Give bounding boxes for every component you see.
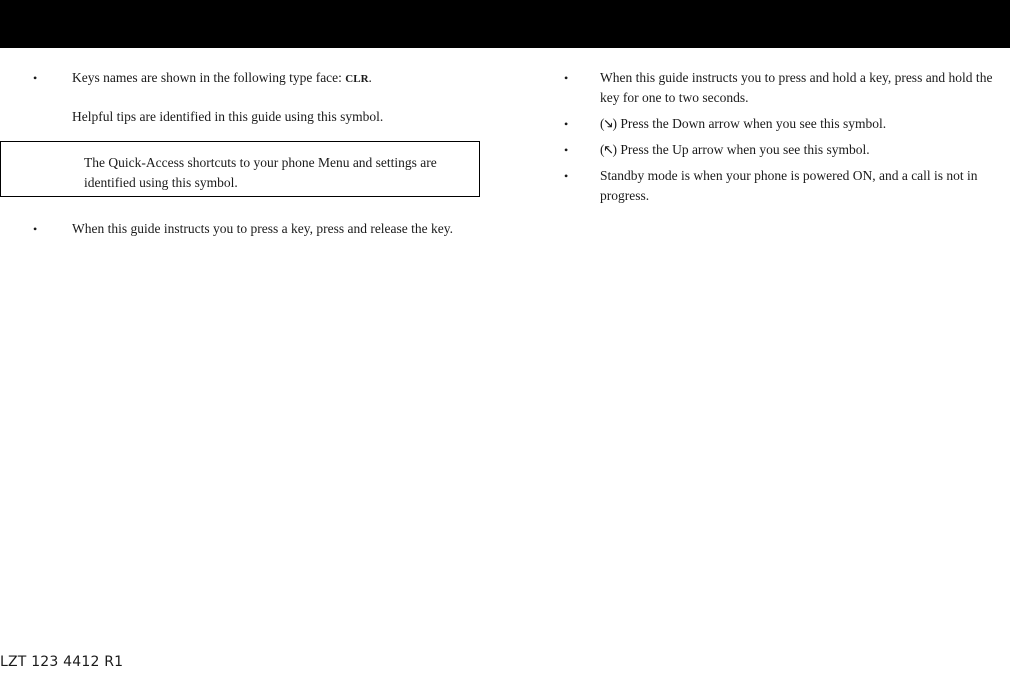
list-item bbox=[560, 114, 1002, 134]
note-text: The Quick-Access shortcuts to your phone Menu and settings are identified using this symbol. bbox=[84, 155, 437, 190]
bullet: • bbox=[564, 169, 569, 183]
list-item bbox=[560, 166, 1002, 206]
bullet: • bbox=[564, 143, 569, 157]
list-item-text: (🡔) Press the Up arrow when you see this symbol. bbox=[600, 142, 870, 157]
list-item bbox=[560, 68, 1002, 108]
document-code: LZT 123 4412 R1 bbox=[0, 654, 124, 670]
key-name-sample: CLR bbox=[345, 73, 369, 85]
list-item-text: When this guide instructs you to press a key, press and release the key. bbox=[72, 221, 454, 236]
bullet: • bbox=[564, 71, 569, 85]
list-item-text: When this guide instructs you to press and hold a key, press and hold the key for one to two seconds. bbox=[600, 70, 993, 105]
tip-line bbox=[0, 107, 482, 127]
bullet: • bbox=[564, 117, 569, 131]
tip-text: Helpful tips are identified in this guide using this symbol. bbox=[72, 109, 384, 124]
list-item bbox=[0, 219, 482, 239]
list-item bbox=[0, 68, 482, 89]
up-arrow-icon: 🡔 bbox=[604, 143, 613, 157]
list-item-text: (🡖) Press the Down arrow when you see this symbol. bbox=[600, 116, 887, 131]
list-item-text: Standby mode is when your phone is powered ON, and a call is not in progress. bbox=[600, 168, 978, 203]
quick-access-note-box bbox=[0, 141, 480, 197]
left-column bbox=[0, 64, 482, 239]
down-arrow-icon: 🡖 bbox=[604, 117, 613, 131]
header-bar bbox=[0, 0, 1010, 48]
bullet: • bbox=[33, 71, 38, 85]
list-item-text: Keys names are shown in the following type face: CLR. bbox=[72, 70, 372, 85]
right-column bbox=[560, 64, 1002, 206]
list-item bbox=[560, 140, 1002, 160]
bullet: • bbox=[33, 222, 38, 236]
